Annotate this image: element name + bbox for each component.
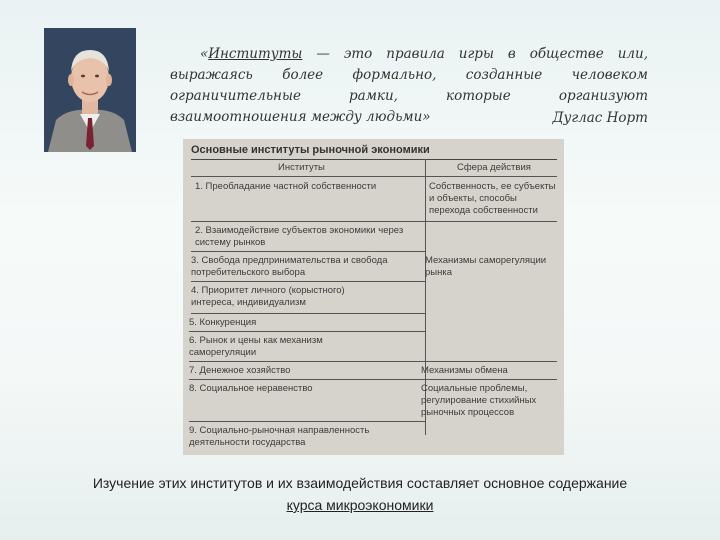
quote-term: Институты <box>208 46 303 62</box>
sphere-cell: Социальные проблемы, регулирование стихийных рыночных процессов <box>421 383 537 418</box>
row-rule <box>425 221 557 222</box>
table-top-rule <box>191 159 557 160</box>
row-rule <box>189 361 557 362</box>
sphere-cell: Механизмы обмена <box>421 365 508 376</box>
institution-row: 2. Взаимодействие субъектов экономики через систему рынков <box>195 225 404 248</box>
institution-row: 1. Преобладание частной собственности <box>195 181 377 192</box>
caption-link[interactable]: курса микроэкономики <box>286 497 434 513</box>
sphere-cell: Механизмы саморегуляции рынка <box>425 255 547 278</box>
table-title: Основные институты рыночной экономики <box>191 144 430 156</box>
quote-text: «Институты — это правила игры в обществе или, выражаясь более формально, созданные человеком ограничительные рамки, которые организуют взаимоотношения между людьми» <box>170 46 648 125</box>
header-rule <box>191 176 557 177</box>
quote-author: Дуглас Норт <box>552 110 648 126</box>
institution-row: 4. Приоритет личного (корыстного) интереса, индивидуализм <box>191 285 345 308</box>
institution-row: 8. Социальное неравенство <box>189 383 313 394</box>
row-rule <box>189 421 425 422</box>
header-sphere: Сфера действия <box>457 162 531 173</box>
institution-row: 3. Свобода предпринимательства и свобода потребительского выбора <box>191 255 388 278</box>
portrait-image <box>44 28 136 152</box>
institutions-table-scan <box>183 139 564 455</box>
row-rule <box>191 281 425 282</box>
quote-body: — это правила игры в обществе или, выражаясь более формально, созданные человеком ограничительные рамки, которые организуют взаимоотношения между людьми» <box>170 46 648 125</box>
institution-row: 5. Конкуренция <box>189 317 257 328</box>
institution-row: 9. Социально-рыночная направленность деятельности государства <box>189 425 370 448</box>
institution-row: 6. Рынок и цены как механизм саморегуляции <box>189 335 323 358</box>
portrait-photo <box>44 28 136 152</box>
row-rule <box>191 251 425 252</box>
row-rule <box>191 313 425 314</box>
row-rule <box>189 331 425 332</box>
header-institutions: Институты <box>278 162 325 173</box>
row-rule <box>189 379 557 380</box>
caption <box>0 472 720 516</box>
sphere-cell: Собственность, ее субъекты и объекты, способы перехода собственности <box>429 181 556 216</box>
caption-line: Изучение этих институтов и их взаимодействия составляет основное содержание <box>92 475 628 491</box>
row-rule <box>191 221 425 222</box>
institution-row: 7. Денежное хозяйство <box>189 365 291 376</box>
